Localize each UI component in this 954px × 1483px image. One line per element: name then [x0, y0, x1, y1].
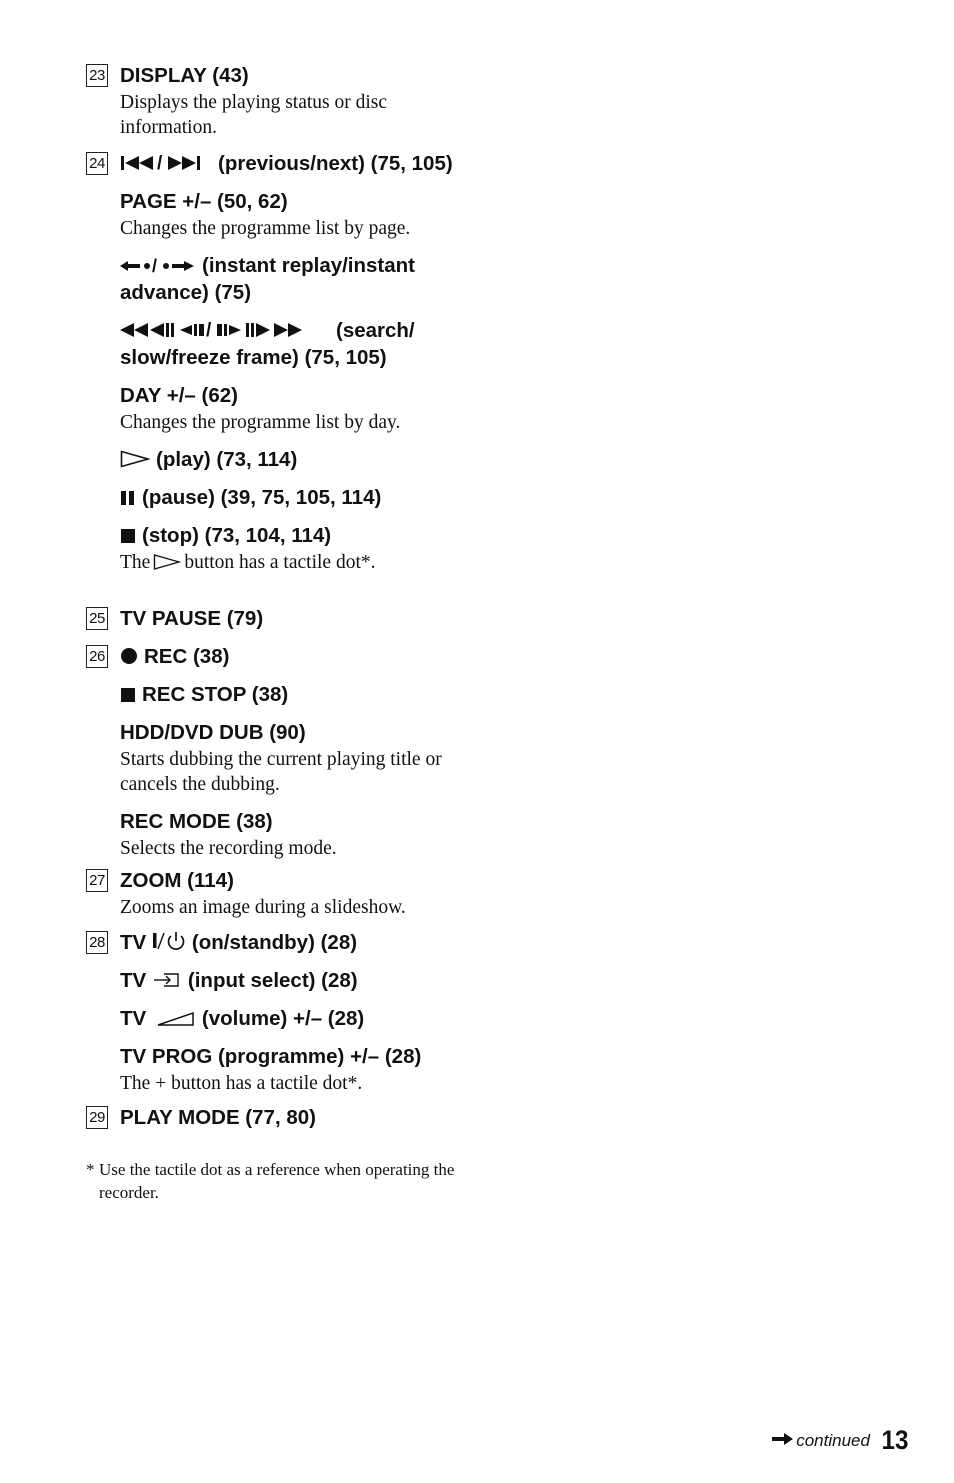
record-icon	[120, 647, 138, 665]
play-icon	[153, 553, 181, 578]
item-heading: REC MODE (38)	[120, 810, 273, 833]
item-heading-prefix: TV	[120, 1007, 147, 1030]
item-heading: DAY +/– (62)	[120, 384, 238, 407]
item-heading: (pause) (39, 75, 105, 114)	[142, 486, 382, 509]
instant-replay-advance-icon	[120, 258, 196, 274]
footnote-mark: *	[86, 1160, 95, 1179]
sub-rec	[120, 643, 486, 670]
item-heading: (previous/next) (75, 105)	[218, 152, 453, 175]
svg-text:/: /	[157, 154, 163, 172]
item-description: Starts dubbing the current playing title or cancels the dubbing.	[120, 749, 442, 795]
item-heading: PLAY MODE (77, 80)	[120, 1106, 316, 1129]
power-icon	[152, 931, 186, 951]
item-description: The	[120, 552, 151, 573]
page-footer	[772, 1425, 910, 1455]
item-number: 27	[86, 869, 108, 892]
stop-icon	[120, 528, 136, 544]
item-description: Selects the recording mode.	[120, 838, 337, 859]
sub-day	[120, 382, 486, 435]
item-heading: ZOOM (114)	[120, 869, 234, 892]
sub-search-slow	[120, 317, 486, 371]
item-heading: TV PAUSE (79)	[120, 607, 264, 630]
item-number: 28	[86, 931, 108, 954]
input-select-icon	[152, 971, 182, 989]
sub-hdd-dvd-dub	[120, 719, 486, 797]
item-description: Changes the programme list by page.	[120, 218, 411, 239]
sub-display	[120, 62, 486, 140]
item-number: 29	[86, 1106, 108, 1129]
item-29	[86, 1104, 486, 1131]
previous-next-icon	[120, 154, 212, 172]
item-heading: HDD/DVD DUB (90)	[120, 721, 306, 744]
sub-rec-stop	[120, 681, 486, 708]
item-description: The + button has a tactile dot*.	[120, 1073, 363, 1094]
sub-tv-prog	[120, 1043, 486, 1096]
page-number: 13	[881, 1425, 909, 1455]
continued-label: continued	[796, 1431, 870, 1450]
item-heading-prefix: TV	[120, 969, 147, 992]
item-24	[86, 150, 486, 578]
item-number: 25	[86, 607, 108, 630]
sub-instant-replay	[120, 252, 486, 306]
sub-tv-power	[120, 929, 486, 956]
item-heading: (volume) +/– (28)	[201, 1007, 365, 1030]
search-slow-freeze-icon	[120, 321, 330, 339]
sub-play	[120, 446, 486, 473]
item-heading: TV PROG (programme) +/– (28)	[120, 1045, 422, 1068]
stop-icon	[120, 687, 136, 703]
item-27	[86, 867, 486, 920]
item-description: Zooms an image during a slideshow.	[120, 897, 406, 918]
svg-text:/: /	[206, 321, 212, 339]
sub-tv-volume	[120, 1005, 486, 1032]
sub-pause	[120, 484, 486, 511]
sub-stop	[120, 522, 486, 578]
item-number: 26	[86, 645, 108, 668]
item-number: 23	[86, 64, 108, 87]
item-heading: (play) (73, 114)	[156, 448, 298, 471]
item-25	[86, 605, 486, 632]
sub-page	[120, 188, 486, 241]
sub-tv-input	[120, 967, 486, 994]
item-heading: (input select) (28)	[187, 969, 358, 992]
svg-text:/: /	[152, 258, 158, 274]
item-heading: (instant replay/instant advance) (75)	[120, 254, 416, 304]
item-description: Displays the playing status or disc information.	[120, 92, 388, 138]
item-heading: REC (38)	[144, 645, 230, 668]
play-icon	[120, 450, 150, 468]
item-heading: (on/standby) (28)	[191, 931, 358, 954]
continued-arrow-icon	[772, 1431, 794, 1451]
item-heading: DISPLAY (43)	[120, 64, 249, 87]
item-heading: (search/ slow/freeze frame) (75, 105)	[120, 319, 415, 369]
sub-rec-mode	[120, 808, 486, 861]
item-28	[86, 929, 486, 1096]
item-heading-prefix: TV	[120, 931, 147, 954]
pause-icon	[120, 490, 136, 506]
item-26	[86, 643, 486, 861]
item-heading: PAGE +/– (50, 62)	[120, 190, 288, 213]
item-heading: (stop) (73, 104, 114)	[142, 524, 332, 547]
sub-previous-next	[120, 150, 486, 177]
item-number: 24	[86, 152, 108, 175]
item-23	[86, 62, 486, 140]
item-description: button has a tactile dot*.	[184, 552, 376, 573]
volume-icon	[156, 1011, 196, 1027]
footnote	[86, 1158, 466, 1204]
footnote-text: Use the tactile dot as a reference when operating the recorder.	[99, 1160, 455, 1202]
item-description: Changes the programme list by day.	[120, 412, 401, 433]
item-heading: REC STOP (38)	[142, 683, 289, 706]
